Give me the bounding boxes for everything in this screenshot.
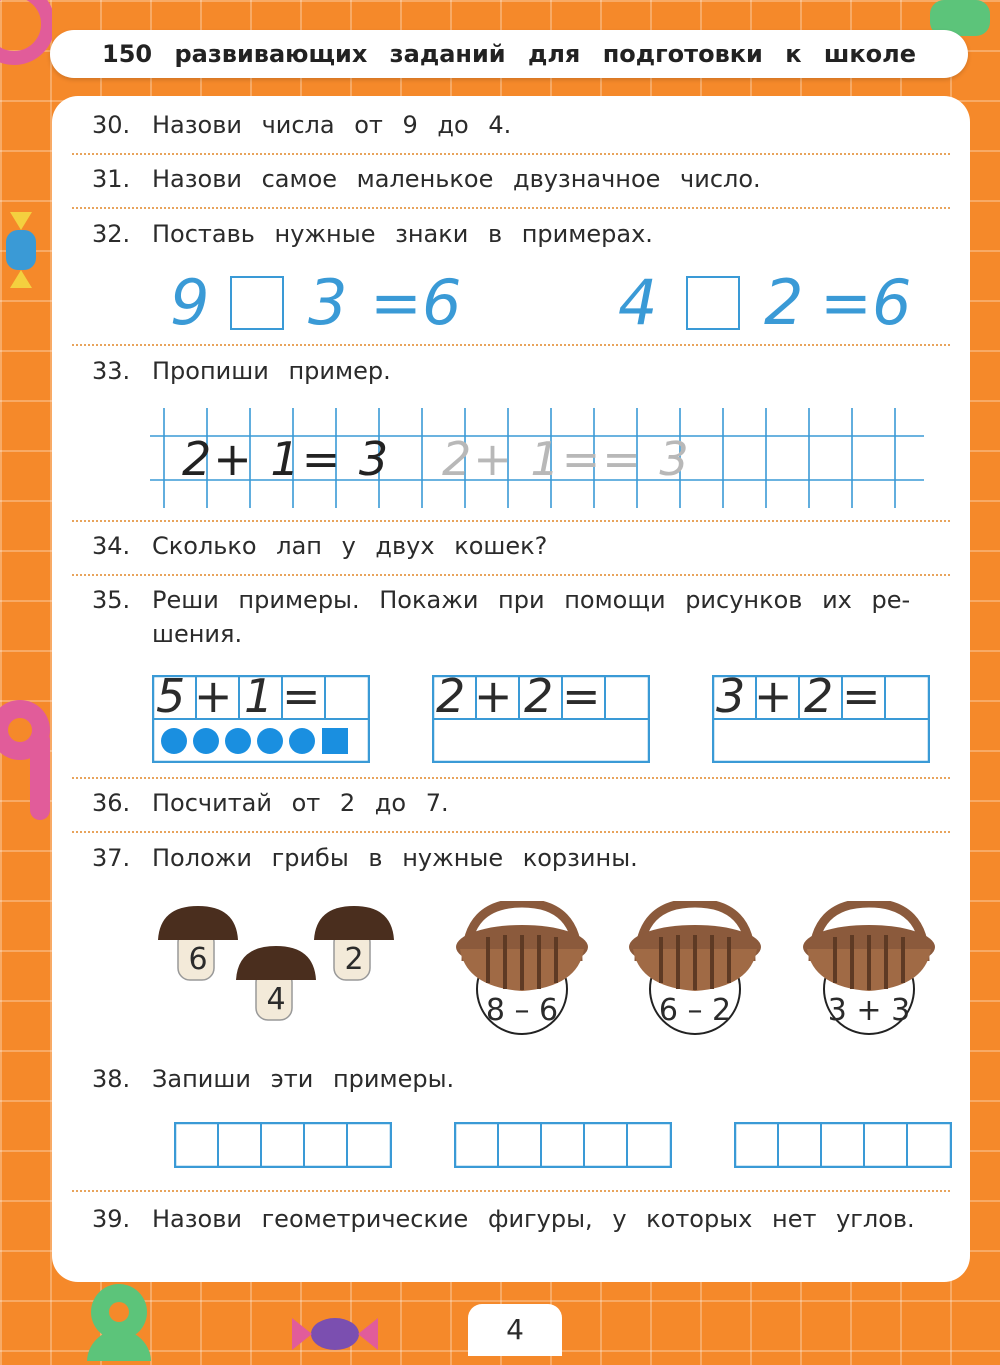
- basket-3-plus-3[interactable]: [799, 901, 939, 1037]
- mushroom-2[interactable]: [312, 904, 396, 984]
- answer-cells-1[interactable]: [174, 1122, 392, 1168]
- task-number: 35.: [92, 586, 131, 614]
- answer-cells-3[interactable]: [734, 1122, 952, 1168]
- mushroom-number: 2: [344, 942, 364, 977]
- sample-example: 2+ 1= 3: [182, 432, 391, 486]
- basket-6-minus-2[interactable]: [625, 901, 765, 1037]
- task-number: 37.: [92, 844, 131, 872]
- divider: [72, 574, 950, 576]
- candy-wrapped-icon: [290, 1312, 380, 1356]
- divider: [72, 207, 950, 209]
- operand: 5: [156, 669, 186, 723]
- basket-8-minus-6[interactable]: [452, 901, 592, 1037]
- number-eight-decoration-icon: [74, 1282, 164, 1361]
- example-digit: 2: [764, 266, 804, 339]
- example-digit: 3: [308, 266, 348, 339]
- divider: [72, 520, 950, 522]
- answer-cells-2[interactable]: [454, 1122, 672, 1168]
- equals-sign: =: [370, 266, 422, 339]
- page-number: 4: [468, 1304, 562, 1356]
- divider: [72, 831, 950, 833]
- task-number: 33.: [92, 357, 131, 385]
- task-text: Положи грибы в нужные корзины.: [152, 844, 638, 872]
- task-text-continuation: шения.: [152, 620, 243, 648]
- operator: +: [474, 669, 513, 723]
- solve-box-1[interactable]: [152, 669, 370, 763]
- task-text: Пропиши пример.: [152, 357, 391, 385]
- operand: 2: [524, 669, 554, 723]
- basket-label: 8 – 6: [485, 993, 559, 1028]
- task-text: Посчитай от 2 до 7.: [152, 789, 449, 817]
- basket-label: 6 – 2: [658, 993, 732, 1028]
- task-text: Сколько лап у двух кошек?: [152, 532, 548, 560]
- basket-label: 3 + 3: [827, 993, 911, 1028]
- task-number: 38.: [92, 1065, 131, 1093]
- solve-box-2[interactable]: [432, 669, 650, 763]
- sign-input-box[interactable]: [686, 276, 740, 330]
- equals-sign: =: [820, 266, 872, 339]
- task-number: 32.: [92, 220, 131, 248]
- task-number: 34.: [92, 532, 131, 560]
- operand: 3: [716, 669, 746, 723]
- task-text: Запиши эти примеры.: [152, 1065, 455, 1093]
- mushroom-number: 6: [188, 942, 208, 977]
- task-number: 31.: [92, 165, 131, 193]
- sign-input-box[interactable]: [230, 276, 284, 330]
- trace-example: 2+ 1== 3: [442, 432, 691, 486]
- divider: [72, 344, 950, 346]
- task-number: 39.: [92, 1205, 131, 1233]
- task-number: 36.: [92, 789, 131, 817]
- operator: +: [194, 669, 233, 723]
- candy-decoration-icon: [0, 210, 44, 290]
- task-text: Реши примеры. Покажи при помощи рисунков их ре-: [152, 586, 911, 614]
- mushroom-number: 4: [266, 982, 286, 1017]
- operand: 2: [436, 669, 466, 723]
- equals-sign: =: [562, 669, 601, 723]
- divider: [72, 153, 950, 155]
- number-nine-decoration-icon: [0, 690, 52, 830]
- solve-box-3[interactable]: [712, 669, 930, 763]
- operand: 2: [804, 669, 834, 723]
- example-digit: 4: [618, 266, 658, 339]
- task-text: Назови самое маленькое двузначное число.: [152, 165, 761, 193]
- header-title: 150 развивающих заданий для подготовки к школе: [102, 40, 916, 68]
- example-digit: 9: [170, 266, 210, 339]
- example-result: 6: [422, 266, 462, 339]
- task-number: 30.: [92, 111, 131, 139]
- task-text: Поставь нужные знаки в примерах.: [152, 220, 653, 248]
- mushroom-4[interactable]: [234, 944, 318, 1024]
- task-text: Назови геометрические фигуры, у которых нет углов.: [152, 1205, 915, 1233]
- page-header: [50, 30, 968, 78]
- mushroom-6[interactable]: [156, 904, 240, 984]
- operand: 1: [244, 669, 274, 723]
- worksheet-card: [52, 96, 970, 1282]
- example-result: 6: [872, 266, 912, 339]
- task-text: Назови числа от 9 до 4.: [152, 111, 512, 139]
- ring-decoration-icon: [0, 0, 52, 70]
- operator: +: [754, 669, 793, 723]
- equals-sign: =: [282, 669, 321, 723]
- divider: [72, 1190, 950, 1192]
- divider: [72, 777, 950, 779]
- equals-sign: =: [842, 669, 881, 723]
